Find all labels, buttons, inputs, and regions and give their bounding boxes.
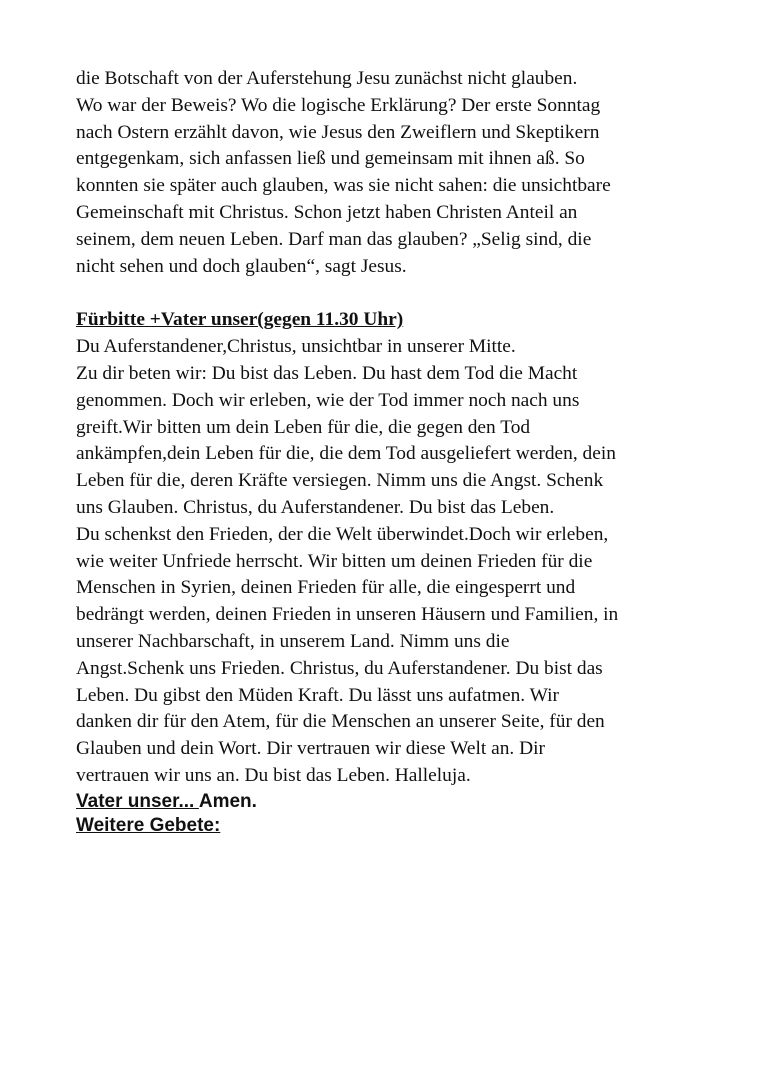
text-line: konnten sie später auch glauben, was sie nicht sahen: die unsichtbare [76,175,611,197]
paragraph-gap [76,280,716,307]
text-line: nach Ostern erzählt davon, wie Jesus den Zweiflern und Skeptikern [76,121,600,143]
text-line: Du schenkst den Frieden, der die Welt überwindet.Doch wir erleben, [76,523,609,545]
text-line: entgegenkam, sich anfassen ließ und gemeinsam mit ihnen aß. So [76,148,585,170]
text-line: Gemeinschaft mit Christus. Schon jetzt haben Christen Anteil an [76,201,578,223]
amen-label: Amen. [198,790,257,812]
text-line: greift.Wir bitten um dein Leben für die, die gegen den Tod [76,416,531,438]
prayer-paragraph [76,334,716,790]
weitere-gebete-heading: Weitere Gebete: [76,814,221,836]
text-line: unserer Nachbarschaft, in unserem Land. Nimm uns die [76,630,510,652]
intro-paragraph [76,66,716,280]
text-line: danken dir für den Atem, für die Menschen an unserer Seite, für den [76,711,605,733]
vater-unser-label: Vater unser... [76,790,199,812]
text-line: Du Auferstandener,Christus, unsichtbar in unserer Mitte. [76,336,516,358]
text-line: uns Glauben. Christus, du Auferstandener. Du bist das Leben. [76,496,555,518]
text-line: Zu dir beten wir: Du bist das Leben. Du hast dem Tod die Macht [76,362,578,384]
text-line: Leben für die, deren Kräfte versiegen. Nimm uns die Angst. Schenk [76,470,604,492]
text-line: Glauben und dein Wort. Dir vertrauen wir diese Welt an. Dir [76,738,545,760]
document-page [76,66,716,838]
text-line: nicht sehen und doch glauben“, sagt Jesus. [76,255,407,277]
section-heading: Fürbitte +Vater unser(gegen 11.30 Uhr) [76,309,404,331]
closing-line [76,790,716,814]
text-line: bedrängt werden, deinen Frieden in unseren Häusern und Familien, in [76,604,619,626]
text-line: wie weiter Unfriede herrscht. Wir bitten um deinen Frieden für die [76,550,593,572]
text-line: vertrauen wir uns an. Du bist das Leben. Halleluja. [76,764,471,786]
text-line: die Botschaft von der Auferstehung Jesu zunächst nicht glauben. [76,68,578,89]
text-line: genommen. Doch wir erleben, wie der Tod immer noch nach uns [76,389,580,411]
text-line: Menschen in Syrien, deinen Frieden für alle, die eingesperrt und [76,577,576,599]
text-line: Leben. Du gibst den Müden Kraft. Du lässt uns aufatmen. Wir [76,684,559,706]
text-line: Wo war der Beweis? Wo die logische Erklärung? Der erste Sonntag [76,94,601,116]
text-line: ankämpfen,dein Leben für die, die dem Tod ausgeliefert werden, dein [76,443,616,465]
text-line: Angst.Schenk uns Frieden. Christus, du Auferstandener. Du bist das [76,657,603,679]
text-line: seinem, dem neuen Leben. Darf man das glauben? „Selig sind, die [76,228,592,250]
